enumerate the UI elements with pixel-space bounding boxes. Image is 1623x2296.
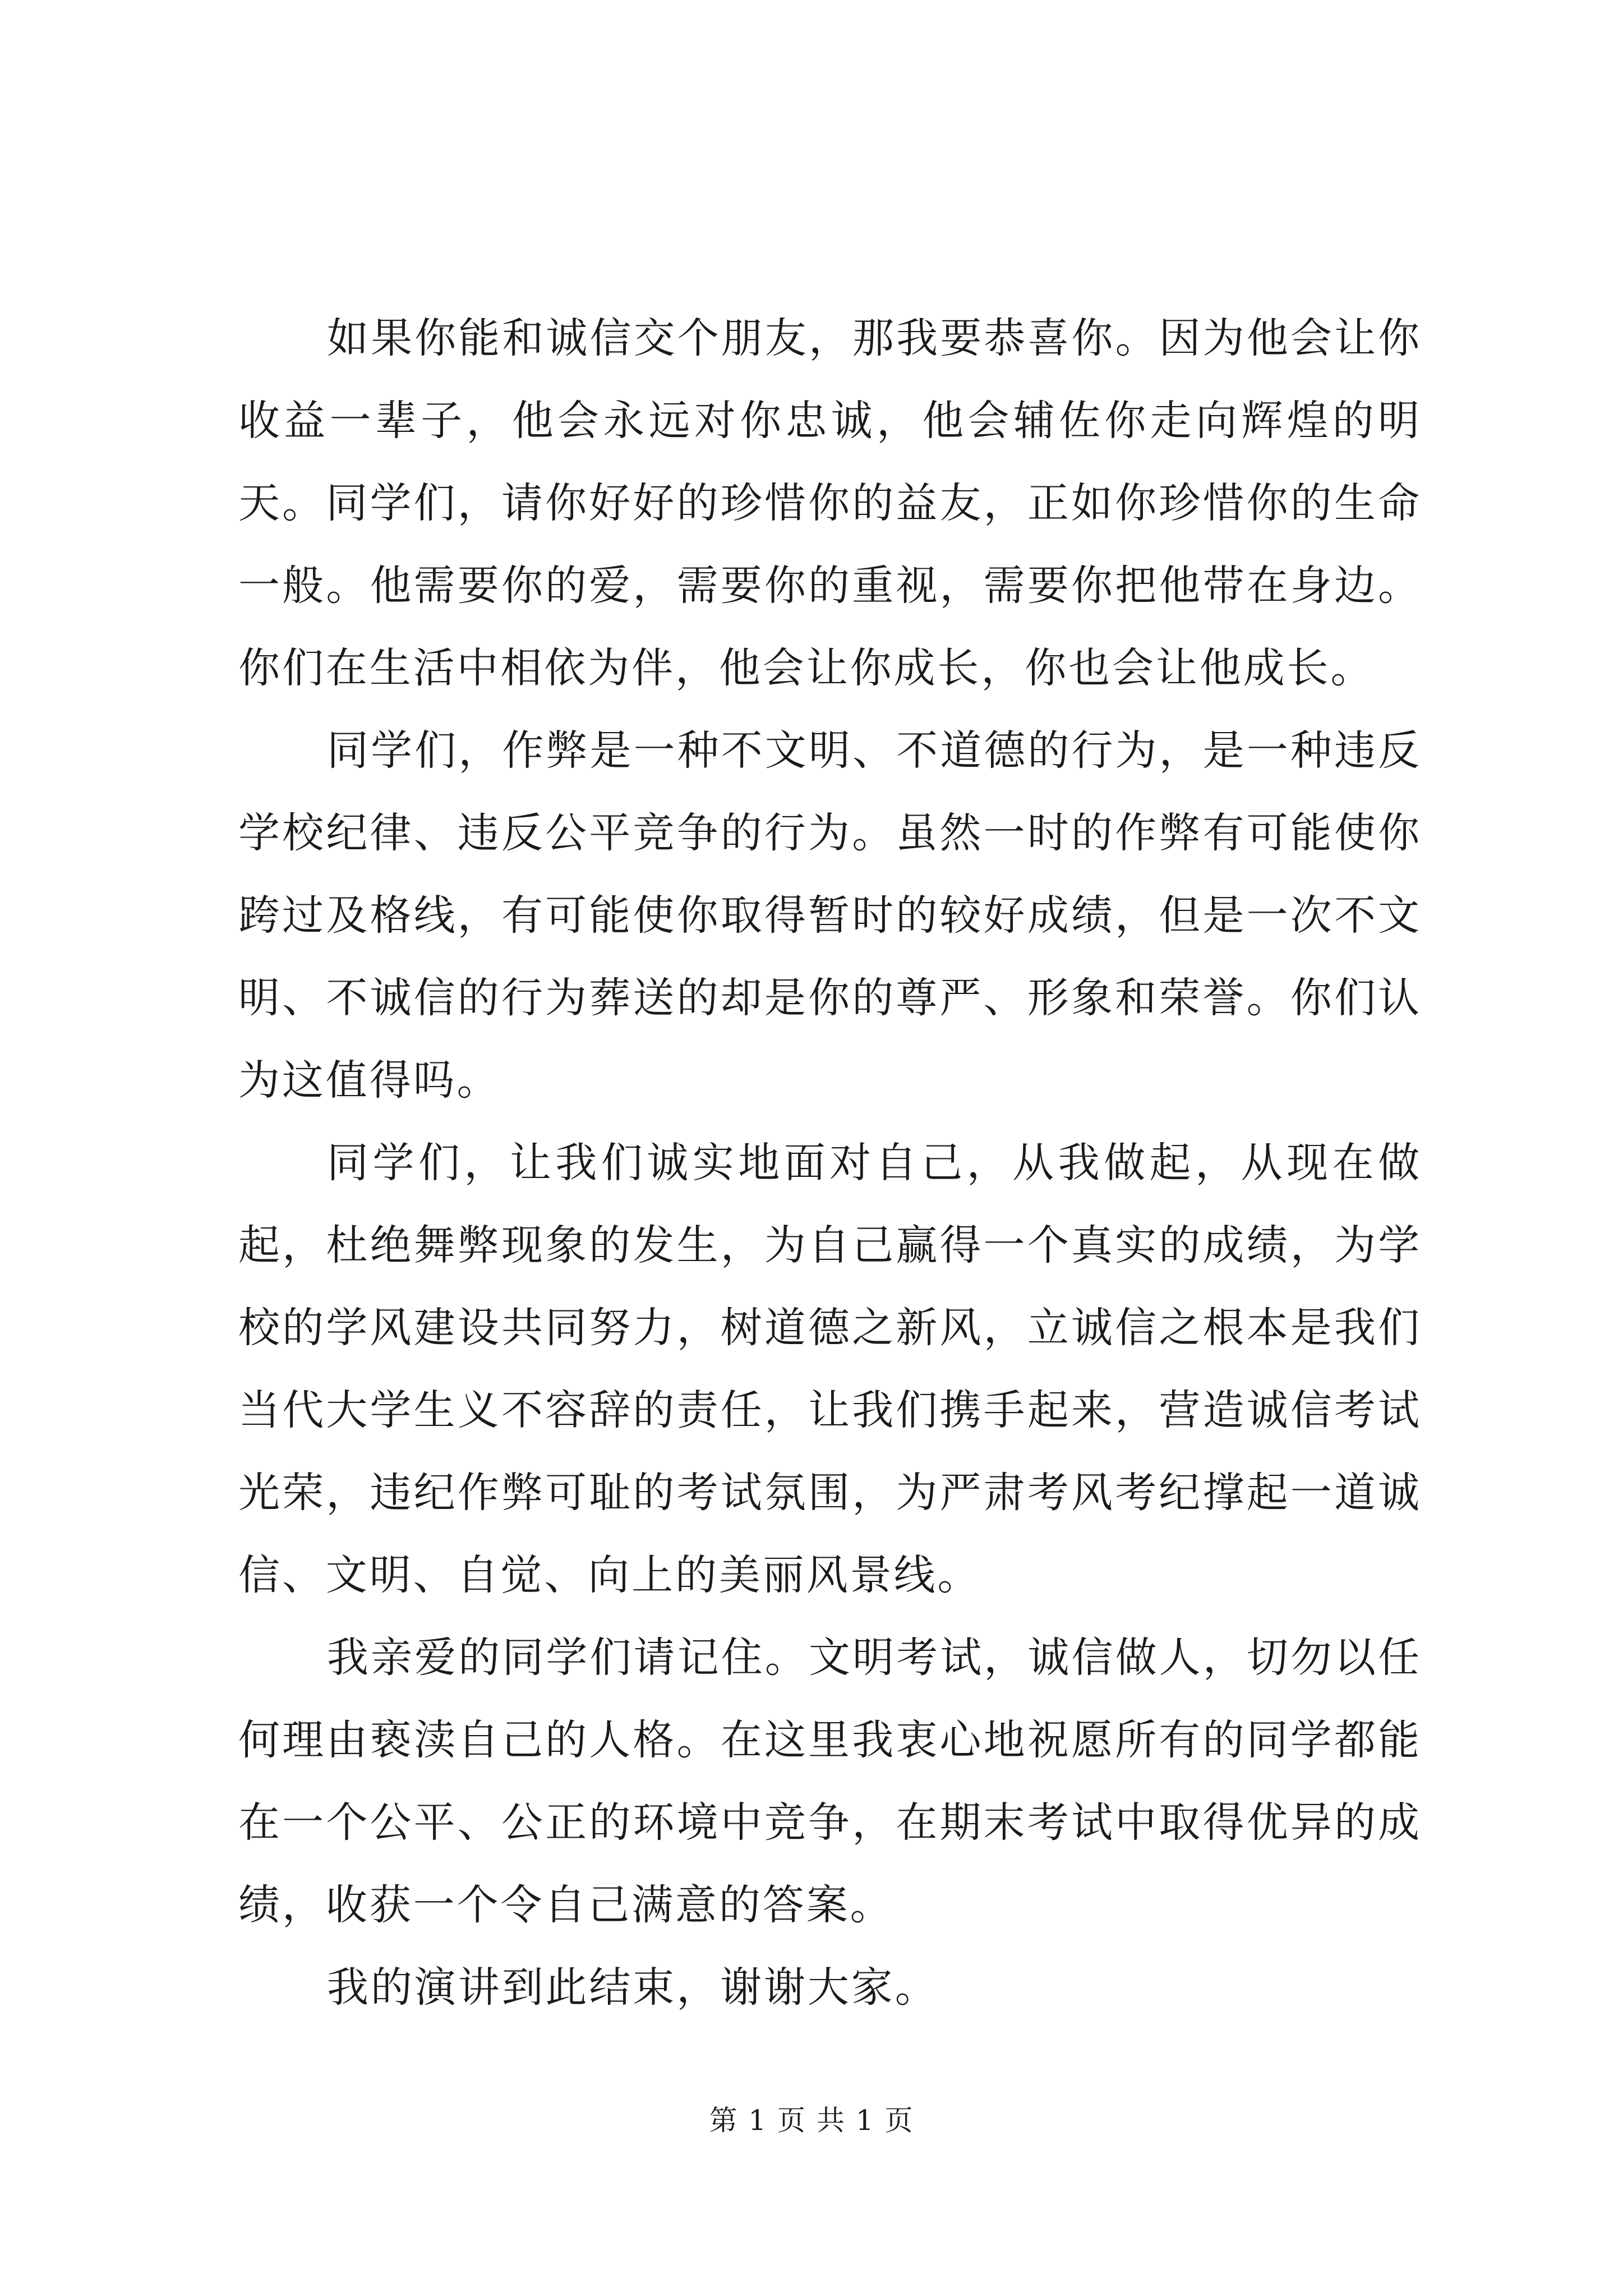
paragraph-2: 同学们，作弊是一种不文明、不道德的行为，是一种违反学校纪律、违反公平竞争的行为。虽然一时的作弊有可能使你跨过及格线，有可能使你取得暂时的较好成绩，但是一次不文明、不诚信的行为葬送的却是你的尊严、形象和荣誉。你们认为这值得吗。 [238,726,1422,1105]
paragraph-1: 如果你能和诚信交个朋友，那我要恭喜你。因为他会让你收益一辈子，他会永远对你忠诚，他会辅佐你走向辉煌的明天。同学们，请你好好的珍惜你的益友，正如你珍惜你的生命一般。他需要你的爱，需要你的重视，需要你把他带在身边。你们在生活中相依为伴，他会让你成长，你也会让他成长。 [238,314,1422,692]
page-footer: 第 1 页 共 1 页 [709,2104,914,2137]
paragraph-4: 我亲爱的同学们请记住。文明考试，诚信做人，切勿以任何理由亵渎自己的人格。在这里我衷心地祝愿所有的同学都能在一个公平、公正的环境中竞争，在期末考试中取得优异的成绩，收获一个令自己满意的答案。 [238,1634,1422,1929]
document-body [238,297,1422,2029]
paragraph-5: 我的演讲到此结束，谢谢大家。 [327,1963,939,2012]
paragraph-3: 同学们，让我们诚实地面对自己，从我做起，从现在做起，杜绝舞弊现象的发生，为自己赢得一个真实的成绩，为学校的学风建设共同努力，树道德之新风，立诚信之根本是我们当代大学生义不容辞的责任，让我们携手起来，营造诚信考试光荣，违纪作弊可耻的考试氛围，为严肃考风考纪撑起一道诚信、文明、自觉、向上的美丽风景线。 [238,1139,1422,1599]
